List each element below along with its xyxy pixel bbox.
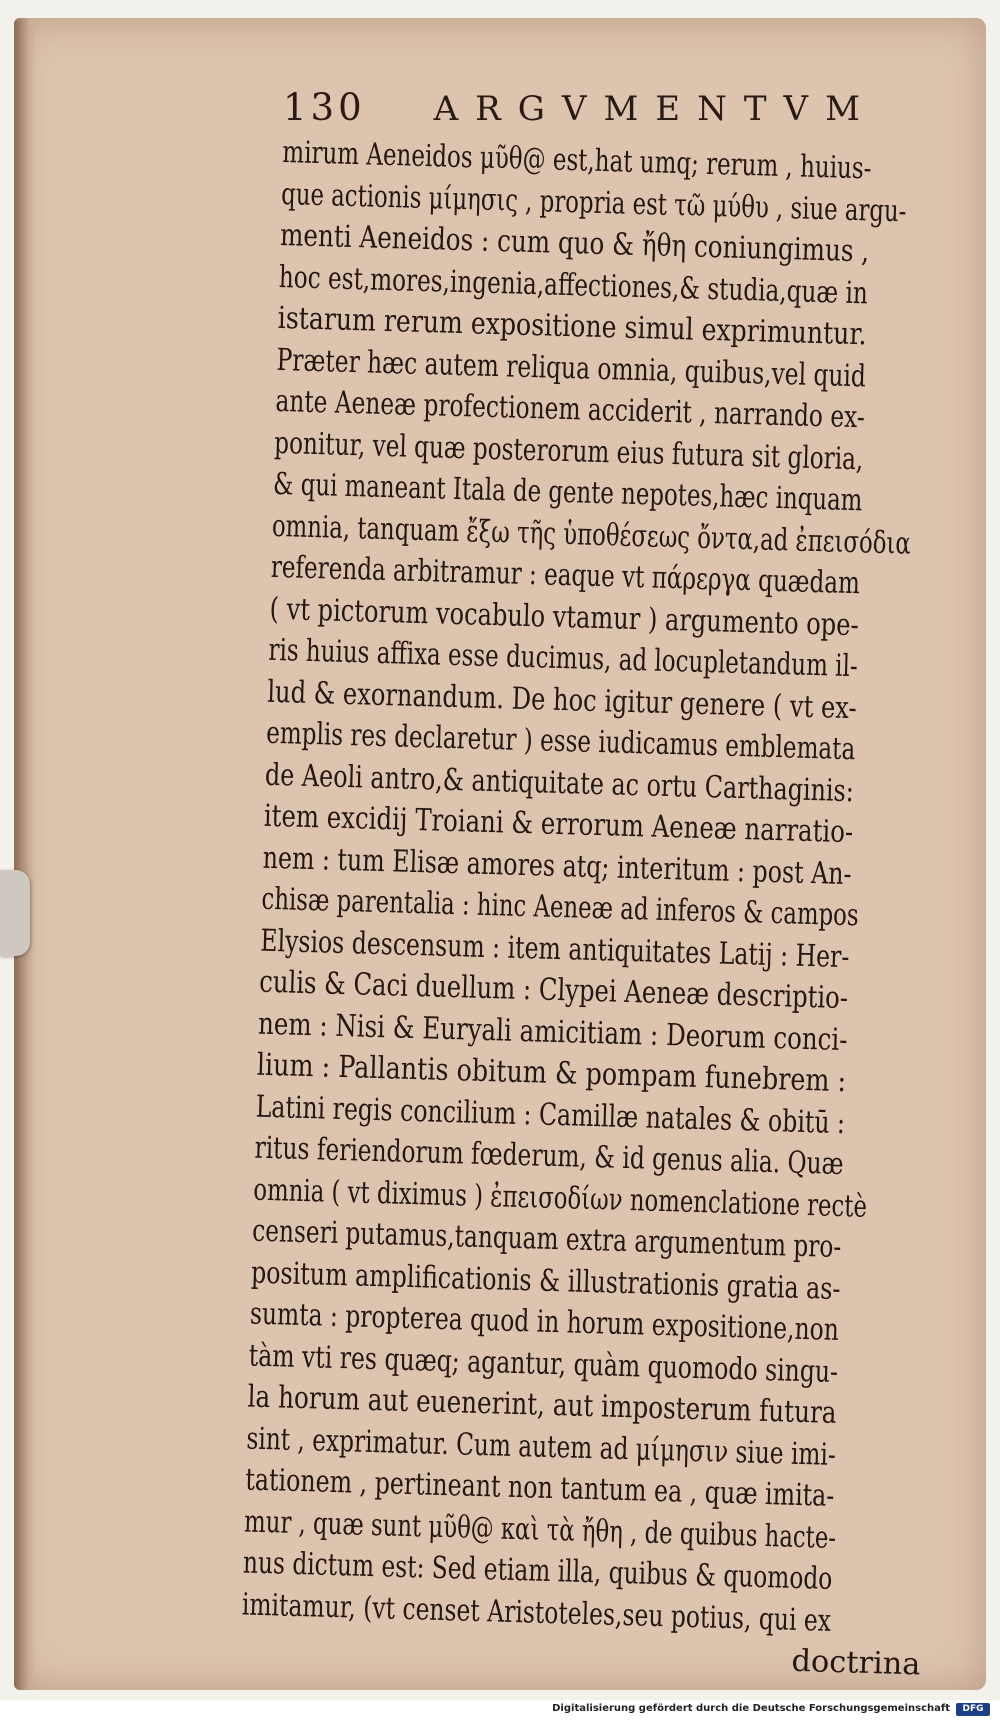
text-line: Latini regis concilium : Camillæ natales & obitū : [255,1089,846,1141]
text-line: tàm vti res quæq; agantur, quàm quomodo singu- [248,1338,839,1390]
text-line: omnia, tanquam ἔξω τῆς ὑποθέσεως ὄντα,ad ἐπεισόδια [271,508,912,562]
text-line: menti Aeneidos : cum quo & ἤθη coniungimus , [279,217,870,270]
text-line: omnia ( vt diximus ) ἐπεισοδίων nomenclatione rectè [252,1172,868,1225]
text-line: istarum rerum expositione simul exprimuntur. [277,300,868,353]
text-line: nem : tum Elisæ amores atq; interitum : post An- [262,840,853,892]
text-line: tationem , pertineant non tantum ea , quæ imita- [244,1462,835,1514]
page-gutter [14,18,36,1690]
page-header [283,86,877,136]
text-line: mirum Aeneidos μῦθ@ est,hat umq; rerum , huius- [281,134,872,187]
text-line: censeri putamus,tanquam extra argumentum pro- [251,1213,842,1266]
text-line: culis & Caci duellum : Clypei Aeneæ descriptio- [258,964,849,1017]
text-line: sumta : propterea quod in horum expositione,non [249,1296,840,1348]
text-line: ponitur, vel quæ posterorum eius futura sit gloria, [273,425,864,477]
page-number: 130 [283,86,366,129]
page-clip-tab [0,870,30,956]
text-line: chisæ parentalia : hinc Aeneæ ad inferos & campos [261,881,860,934]
running-head: ARGVMENTVM [433,89,877,129]
footer-credit: Digitalisierung gefördert durch die Deutsche Forschungsgemeinschaft [552,1703,950,1714]
text-line: Elysios descensum : item antiquitates Latij : Her- [259,923,850,975]
text-line: mur , quæ sunt μῦθ@ καὶ τὰ ἤθη , de quibus hacte- [243,1503,837,1556]
text-line: ( vt pictorum vocabulo vtamur ) argumento ope- [269,591,860,643]
text-line: ris huius affixa esse ducimus, ad locupletandum il- [268,632,859,685]
text-line: emplis res declaretur ) esse iudicamus emblemata [265,715,856,768]
catchword: doctrina [791,1643,921,1683]
text-line: & qui maneant Itala de gente nepotes,hæc inquam [272,466,863,519]
text-line: item excidij Troiani & errorum Aeneæ narratio- [263,798,854,851]
text-line: lud & exornandum. De hoc igitur genere ( vt ex- [266,674,858,726]
text-line: la horum aut euenerint, aut imposterum futura [247,1379,837,1431]
text-line: nem : Nisi & Euryali amicitiam : Deorum conci- [257,1006,848,1058]
text-line: imitamur, (vt censet Aristoteles,seu potius, qui ex [241,1586,832,1639]
text-line: hoc est,mores,ingenia,affectiones,& studia,quæ in [278,259,869,311]
body-text [240,132,963,1686]
text-line: positum amplificationis & illustrationis gratia as- [250,1255,841,1307]
text-line: que actionis μίμησις , propria est τῶ μύθυ , siue argu- [280,176,907,229]
text-line: ritus feriendorum fœderum, & id genus alia. Quæ [254,1130,844,1183]
text-line: nus dictum est: Sed etiam illa, quibus & quomodo [242,1545,833,1597]
digitization-footer [0,1700,1000,1720]
text-line: de Aeoli antro,& antiquitate ac ortu Carthaginis: [264,757,855,809]
text-line: Præter hæc autem reliqua omnia, quibus,vel quid [276,342,867,394]
text-line: ante Aeneæ profectionem acciderit , narrando ex- [274,383,866,436]
text-line: sint , exprimatur. Cum autem ad μίμησιν siue imi- [246,1420,837,1473]
text-line: referenda arbitramur : eaque vt πάρεργα quædam [270,549,861,602]
text-line: lium : Pallantis obitum & pompam funebrem : [256,1047,847,1100]
dfg-logo-icon: DFG [956,1703,990,1716]
